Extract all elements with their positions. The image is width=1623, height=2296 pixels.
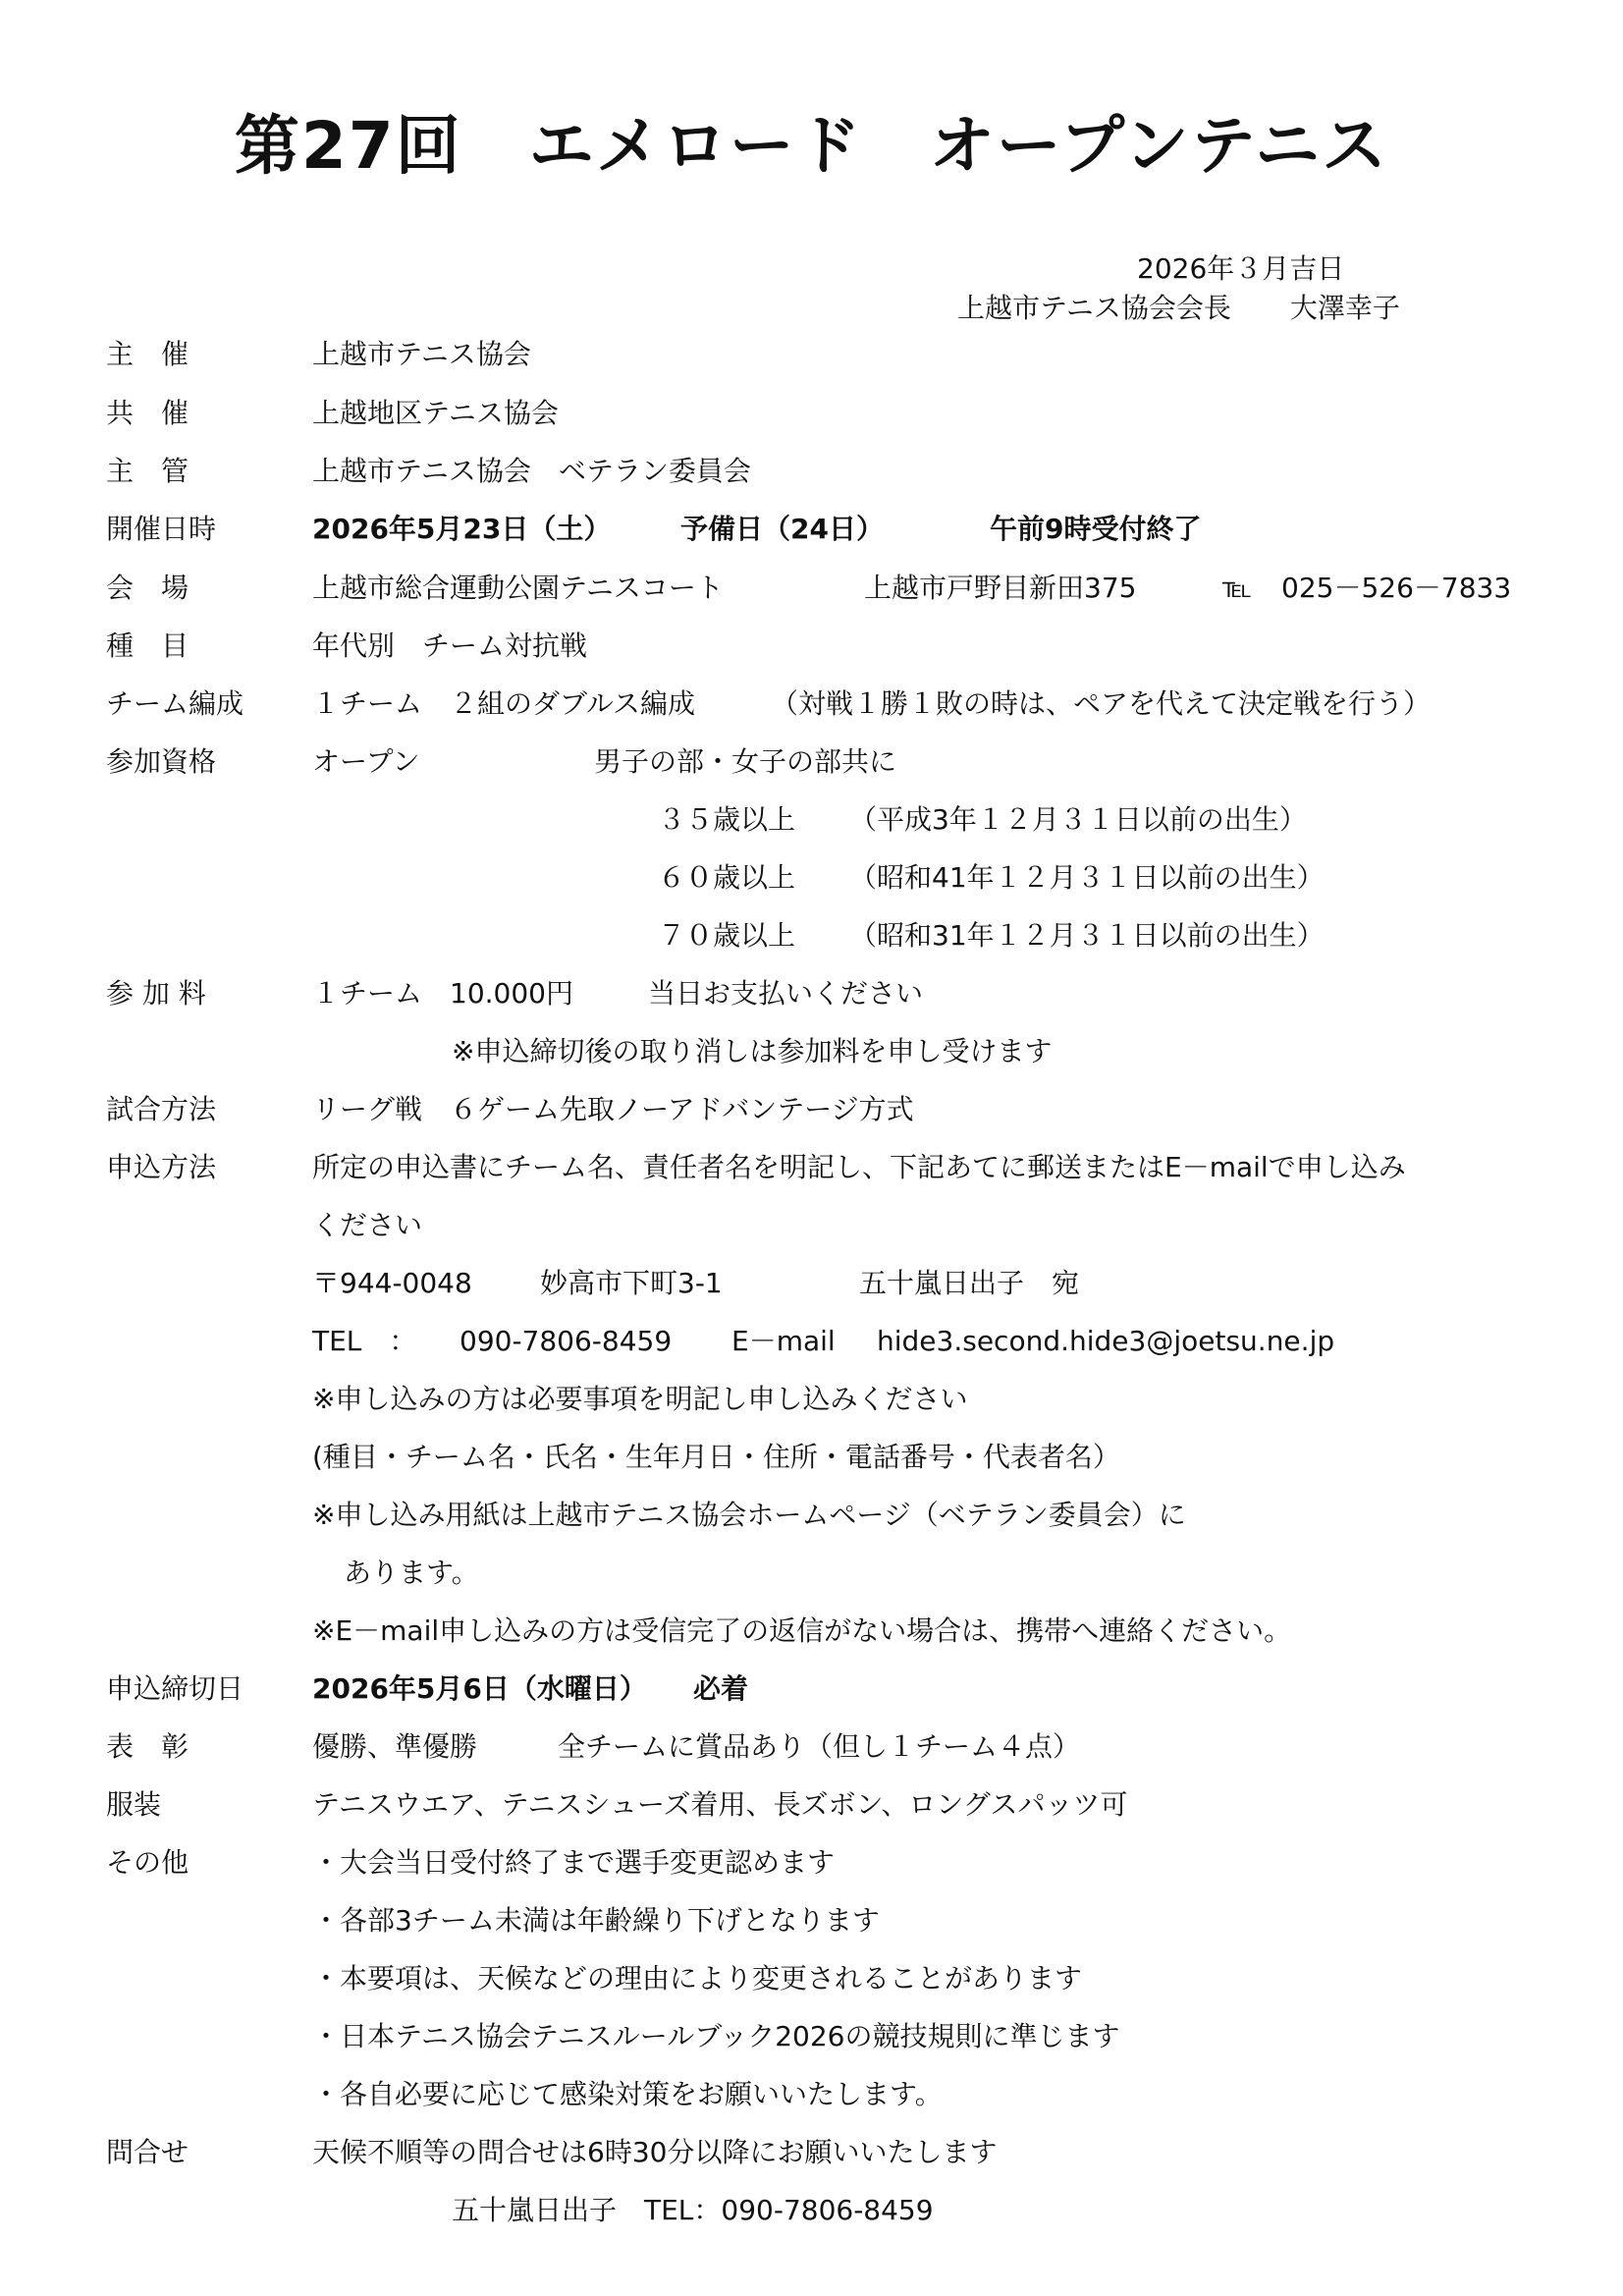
age-birth-condition: （平成3年１２月３１日以前の出生） bbox=[849, 803, 1307, 836]
attire-label: 服装 bbox=[106, 1788, 162, 1821]
team-label: チーム編成 bbox=[106, 687, 244, 720]
mailing-address: 妙高市下町3-1 bbox=[540, 1267, 723, 1299]
event-value: 年代別 チーム対抗戦 bbox=[312, 629, 588, 662]
eligibility-type: オープン bbox=[312, 745, 420, 778]
reserve-date: 予備日（24日） bbox=[680, 513, 884, 545]
tel-number: 090-7806-8459 bbox=[460, 1325, 673, 1357]
application-note: (種目・チーム名・氏名・生年月日・住所・電話番号・代表者名） bbox=[312, 1441, 1120, 1473]
fee-note: ※申込締切後の取り消しは参加料を申し受けます bbox=[452, 1035, 1053, 1067]
age-birth-condition: （昭和41年１２月３１日以前の出生） bbox=[849, 861, 1325, 894]
issuer-title: 上越市テニス協会会長 bbox=[957, 292, 1231, 324]
venue-name: 上越市総合運動公園テニスコート bbox=[312, 572, 724, 604]
other-item: ・大会当日受付終了まで選手変更認めます bbox=[312, 1846, 836, 1879]
eligibility-divisions: 男子の部・女子の部共に bbox=[594, 745, 897, 778]
venue-tel-label: ℡ bbox=[1222, 572, 1253, 604]
other-item: ・日本テニス協会テニスルールブック2026の競技規則に準じます bbox=[312, 2020, 1120, 2052]
age-category: ３５歳以上 bbox=[658, 803, 796, 836]
deadline-label: 申込締切日 bbox=[106, 1672, 244, 1705]
organizer-label: 主 管 bbox=[106, 455, 189, 487]
other-label: その他 bbox=[106, 1846, 189, 1879]
email-address: hide3.second.hide3@joetsu.ne.jp bbox=[877, 1325, 1335, 1357]
application-line2: ください bbox=[312, 1209, 423, 1241]
age-category: ７０歳以上 bbox=[658, 919, 796, 952]
other-item: ・本要項は、天候などの理由により変更されることがあります bbox=[312, 1962, 1083, 1995]
issue-date: 2026年３月吉日 bbox=[1137, 252, 1345, 285]
team-note: （対戦１勝１敗の時は、ペアを代えて決定戦を行う） bbox=[771, 687, 1432, 720]
format-value: リーグ戦 ６ゲーム先取ノーアドバンテージ方式 bbox=[312, 1093, 914, 1125]
application-note: ※申し込みの方は必要事項を明記し申し込みください bbox=[312, 1383, 968, 1415]
awards-value: 優勝、準優勝 bbox=[312, 1730, 478, 1763]
attire-value: テニスウエア、テニスシューズ着用、長ズボン、ロングスパッツ可 bbox=[312, 1788, 1128, 1821]
format-label: 試合方法 bbox=[106, 1093, 217, 1125]
deadline-note: 必着 bbox=[693, 1672, 749, 1705]
application-note: ※E－mail申し込みの方は受信完了の返信がない場合は、携帯へ連絡ください。 bbox=[312, 1614, 1292, 1647]
reception-time: 午前9時受付終了 bbox=[990, 513, 1202, 545]
host-label: 主 催 bbox=[106, 338, 189, 370]
application-line1: 所定の申込書にチーム名、責任者名を明記し、下記あてに郵送またはE－mailで申し込み bbox=[312, 1151, 1406, 1183]
datetime-label: 開催日時 bbox=[106, 513, 217, 545]
venue-label: 会 場 bbox=[106, 572, 189, 604]
inquiry-value: 天候不順等の問合せは6時30分以降にお願いいたします bbox=[312, 2136, 998, 2168]
venue-address: 上越市戸野目新田375 bbox=[864, 572, 1137, 604]
awards-note: 全チームに賞品あり（但し１チーム４点） bbox=[558, 1730, 1081, 1763]
age-birth-condition: （昭和31年１２月３１日以前の出生） bbox=[849, 919, 1325, 952]
event-label: 種 目 bbox=[106, 629, 189, 662]
other-item: ・各自必要に応じて感染対策をお願いいたします。 bbox=[312, 2078, 943, 2110]
recipient: 五十嵐日出子 宛 bbox=[859, 1267, 1080, 1299]
inquiry-contact: 五十嵐日出子 TEL：090-7806-8459 bbox=[452, 2194, 934, 2226]
cohost-value: 上越地区テニス協会 bbox=[312, 397, 559, 429]
awards-label: 表 彰 bbox=[106, 1730, 189, 1763]
postal-code: 〒944-0048 bbox=[312, 1267, 472, 1299]
inquiry-label: 問合せ bbox=[106, 2136, 189, 2168]
deadline-date: 2026年5月6日（水曜日） bbox=[312, 1672, 647, 1705]
event-date: 2026年5月23日（土） bbox=[312, 513, 612, 545]
issuer bbox=[957, 289, 1400, 328]
tel-label: TEL ： bbox=[312, 1325, 417, 1357]
age-category: ６０歳以上 bbox=[658, 861, 796, 894]
application-label: 申込方法 bbox=[106, 1151, 217, 1183]
cohost-label: 共 催 bbox=[106, 397, 189, 429]
fee-label: 参 加 料 bbox=[106, 977, 206, 1010]
page-title: 第27回 エメロード オープンテニス bbox=[234, 108, 1389, 184]
eligibility-label: 参加資格 bbox=[106, 745, 217, 778]
email-label: E－mail bbox=[731, 1325, 836, 1357]
venue-tel: 025－526－7833 bbox=[1281, 572, 1512, 604]
fee-payment: 当日お支払いください bbox=[648, 977, 924, 1010]
team-value: １チーム ２組のダブルス編成 bbox=[312, 687, 696, 720]
application-note: あります。 bbox=[344, 1557, 479, 1589]
application-note: ※申し込み用紙は上越市テニス協会ホームページ（ベテラン委員会）に bbox=[312, 1499, 1186, 1531]
fee-amount: １チーム 10.000円 bbox=[312, 977, 573, 1010]
organizer-value: 上越市テニス協会 ベテラン委員会 bbox=[312, 455, 751, 487]
host-value: 上越市テニス協会 bbox=[312, 338, 531, 370]
issuer-name: 大澤幸子 bbox=[1289, 292, 1400, 324]
other-item: ・各部3チーム未満は年齢繰り下げとなります bbox=[312, 1904, 880, 1937]
